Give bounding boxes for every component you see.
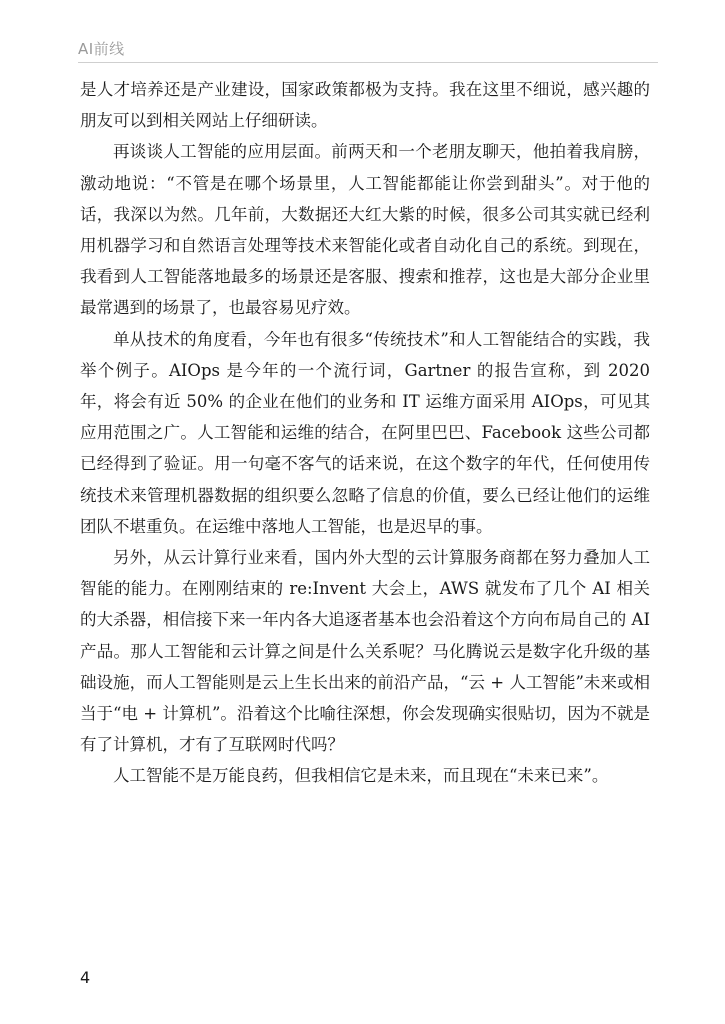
page-body bbox=[80, 74, 650, 792]
paragraph-aiops: 单从技术的角度看，今年也有很多“传统技术”和人工智能结合的实践，我举个例子。AIOps 是今年的一个流行词，Gartner 的报告宣称，到 2020 年，将会有近 50% 的企业在他们的业务和 IT 运维方面采用 AIOps，可见其应用范围之广。人工智能和运维的结合，在阿里巴巴、Facebook 这些公司都已经得到了验证。用一句毫不客气的话来说，在这个数字的年代，任何使用传统技术来管理机器数据的组织要么忽略了信息的价值，要么已经让他们的运维团队不堪重负。在运维中落地人工智能，也是迟早的事。 bbox=[80, 329, 650, 536]
paragraph-application-layer: 再谈谈人工智能的应用层面。前两天和一个老朋友聊天，他拍着我肩膀，激动地说：“不管是在哪个场景里，人工智能都能让你尝到甜头”。对于他的话，我深以为然。几年前，大数据还大红大紫的时候，很多公司其实就已经利用机器学习和自然语言处理等技术来智能化或者自动化自己的系统。到现在，我看到人工智能落地最多的场景还是客服、搜索和推荐，这也是大部分企业里最常遇到的场景了，也最容易见疗效。 bbox=[80, 142, 650, 318]
paragraph-policy-continued: 是人才培养还是产业建设，国家政策都极为支持。我在这里不细说，感兴趣的朋友可以到相关网站上仔细研读。 bbox=[80, 80, 650, 131]
header-divider bbox=[78, 62, 658, 63]
paragraph-cloud-computing: 另外，从云计算行业来看，国内外大型的云计算服务商都在努力叠加人工智能的能力。在刚刚结束的 re:Invent 大会上，AWS 就发布了几个 AI 相关的大杀器，相信接下来一年内各大追逐者基本也会沿着这个方向布局自己的 AI 产品。那人工智能和云计算之间是什么关系呢？马化腾说云是数字化升级的基础设施，而人工智能则是云上生长出来的前沿产品，“云 + 人工智能”未来或相当于“电 + 计算机”。沿着这个比喻往深想，你会发现确实很贴切，因为不就是有了计算机，才有了互联网时代吗？ bbox=[80, 548, 650, 755]
page-number: 4 bbox=[80, 968, 91, 987]
paragraph-conclusion: 人工智能不是万能良药，但我相信它是未来，而且现在“未来已来”。 bbox=[113, 766, 609, 786]
running-header-title: AI前线 bbox=[78, 40, 125, 58]
